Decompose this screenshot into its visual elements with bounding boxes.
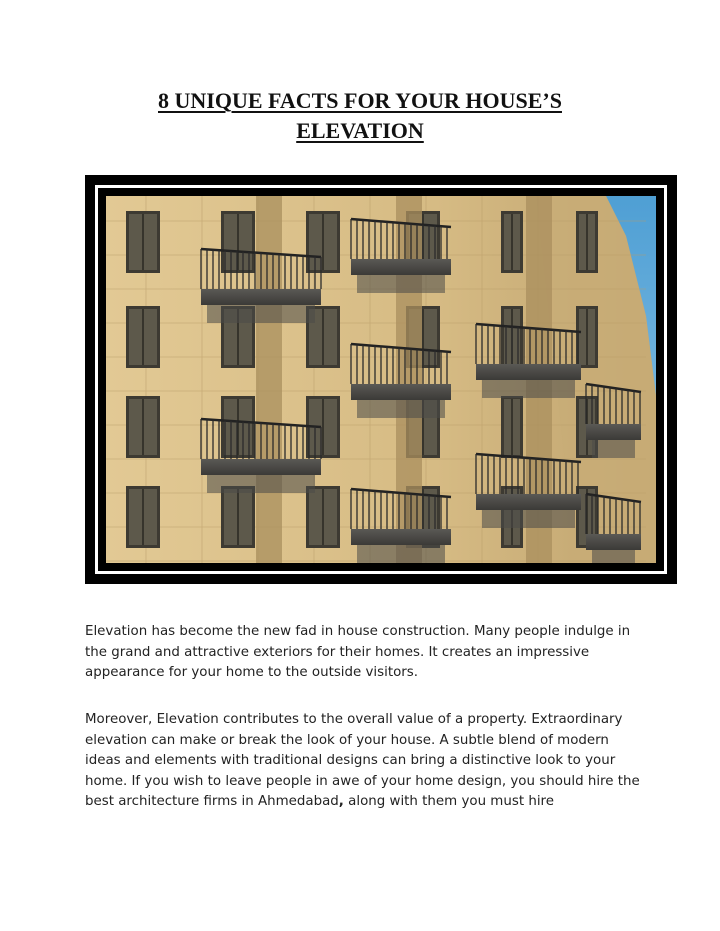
title-line-1: 8 UNIQUE FACTS FOR YOUR HOUSE’S: [158, 88, 562, 113]
balcony-slab: [351, 259, 451, 275]
balcony-shadow: [357, 275, 445, 293]
balcony-slab: [201, 289, 321, 305]
balcony-slab: [476, 364, 581, 380]
paragraph-value-tail: along with them you must hire: [343, 794, 554, 809]
balcony-shadow: [482, 380, 575, 398]
paragraph-value: [85, 710, 645, 813]
balcony-slab: [586, 534, 641, 550]
building-photo-frame: [85, 175, 677, 584]
paragraph-value-main: Moreover, Elevation contributes to the overall value of a property. Extraordinary elevation can make or break the look of your house. A subtle blend of modern ideas and elements with traditional designs can bring a distinctive look to your home. If you wish to leave people in awe of your home design, you should hire the best architecture firms in Ahmedabad: [85, 712, 640, 809]
title-line-2: ELEVATION: [296, 118, 424, 143]
pillar: [256, 196, 282, 563]
page-title: [60, 86, 660, 146]
paragraph-value-comma: ,: [338, 794, 344, 809]
balcony-shadow: [482, 510, 575, 528]
balcony-shadow: [592, 550, 635, 563]
balcony: [201, 419, 321, 493]
balcony-slab: [201, 459, 321, 475]
balcony-shadow: [207, 305, 315, 323]
balcony-shadow: [357, 545, 445, 563]
balcony-slab: [476, 494, 581, 510]
balcony-slab: [586, 424, 641, 440]
balcony-slab: [351, 384, 451, 400]
balcony-shadow: [357, 400, 445, 418]
balcony-slab: [351, 529, 451, 545]
balcony-shadow: [207, 475, 315, 493]
building-elevation-photo: [106, 196, 656, 563]
pillar: [396, 196, 422, 563]
paragraph-intro: Elevation has become the new fad in house construction. Many people indulge in the grand and attractive exteriors for their homes. It creates an impressive appearance for your home to the outside visitors.: [85, 624, 631, 680]
balcony: [201, 249, 321, 323]
balcony-shadow: [592, 440, 635, 458]
